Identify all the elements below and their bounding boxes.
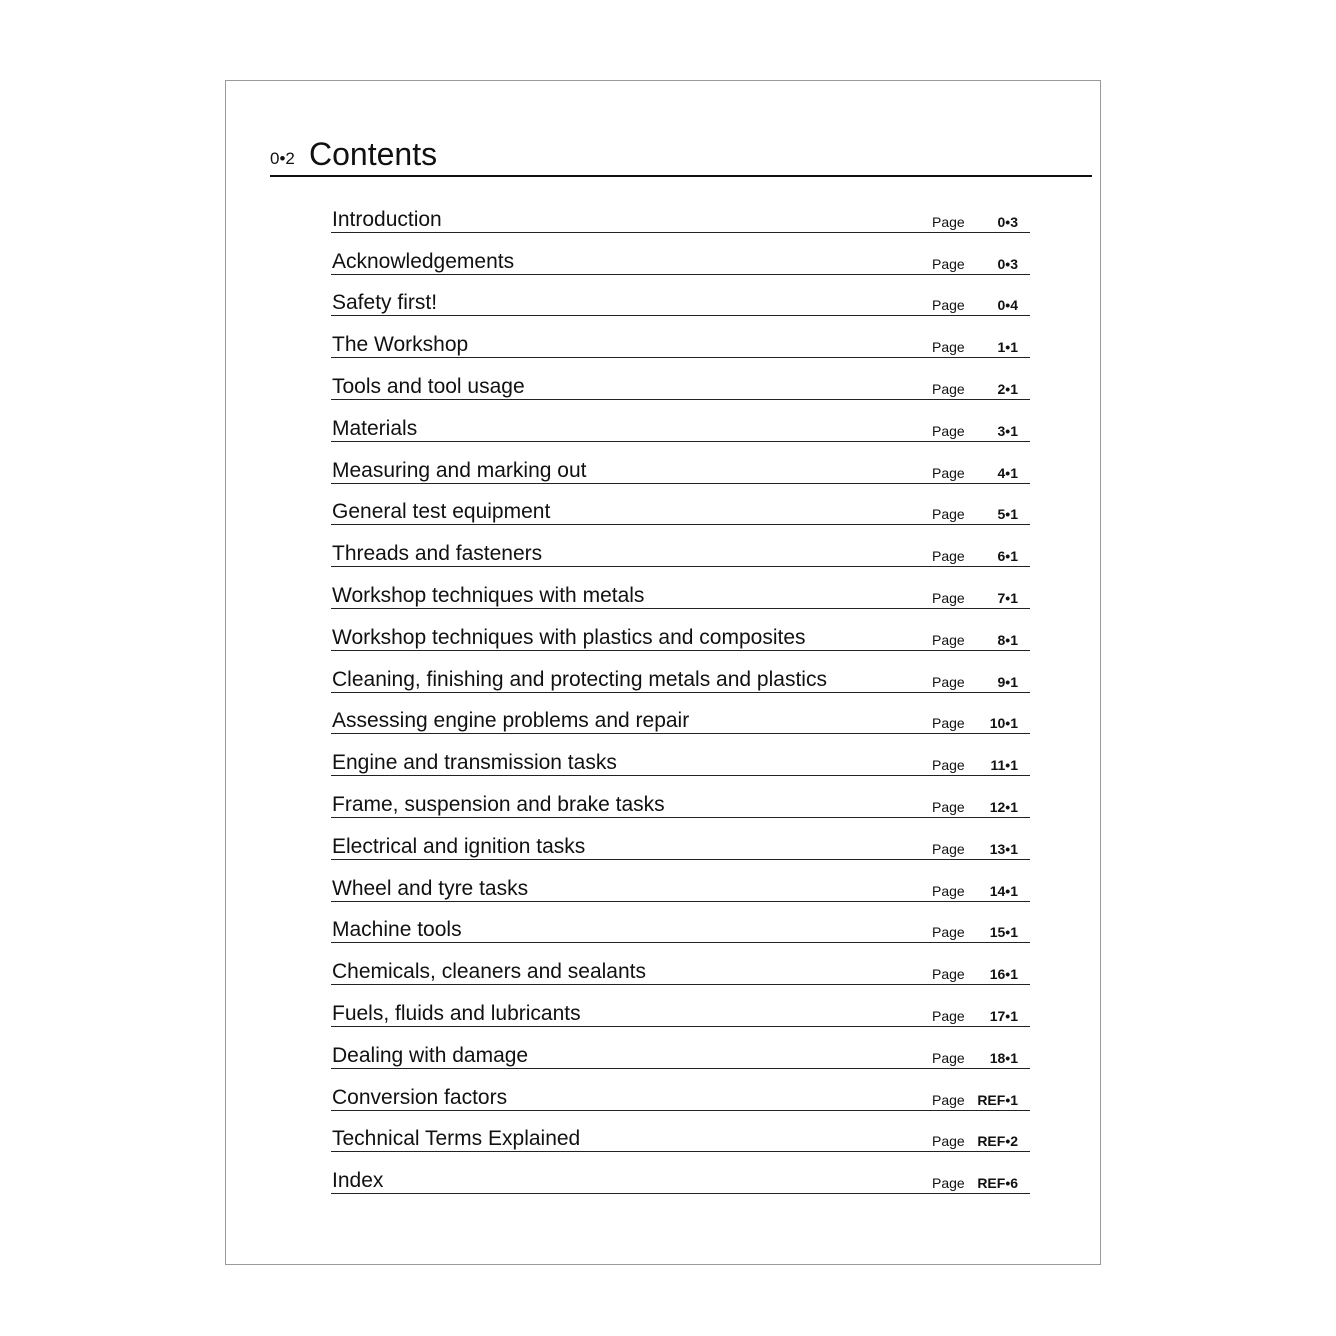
toc-entry-title: Cleaning, finishing and protecting metals and plastics xyxy=(332,667,827,691)
toc-page-label: Page xyxy=(932,589,965,606)
table-of-contents xyxy=(331,191,1030,1194)
toc-page-label: Page xyxy=(932,548,965,565)
toc-entry-title: Fuels, fluids and lubricants xyxy=(332,1001,581,1025)
toc-page-number: 13•1 xyxy=(989,840,1018,857)
toc-page-number: 15•1 xyxy=(989,924,1018,941)
toc-entry-title: Materials xyxy=(332,416,418,440)
toc-entry-fuels-fluids-lubricants[interactable] xyxy=(331,985,1030,1027)
toc-page-label: Page xyxy=(932,213,965,230)
toc-page-number: 12•1 xyxy=(989,798,1018,815)
toc-entry-general-test-equipment[interactable] xyxy=(331,484,1030,526)
toc-page-number: REF•1 xyxy=(977,1091,1018,1108)
toc-page-number: 9•1 xyxy=(997,673,1018,690)
toc-entry-workshop-techniques-metals[interactable] xyxy=(331,567,1030,609)
toc-page-label: Page xyxy=(932,715,965,732)
toc-entry-title: Index xyxy=(332,1169,384,1193)
toc-page-number: 10•1 xyxy=(989,715,1018,732)
page-header xyxy=(270,131,1092,177)
toc-page-number: REF•6 xyxy=(977,1175,1018,1192)
toc-page-label: Page xyxy=(932,1091,965,1108)
toc-page-label: Page xyxy=(932,757,965,774)
toc-page-number: 8•1 xyxy=(997,631,1018,648)
toc-entry-electrical-and-ignition[interactable] xyxy=(331,818,1030,860)
toc-entry-title: Wheel and tyre tasks xyxy=(332,876,529,900)
toc-page-number: 7•1 xyxy=(997,589,1018,606)
toc-page-number: 2•1 xyxy=(997,380,1018,397)
toc-entry-title: Conversion factors xyxy=(332,1085,508,1109)
toc-page-label: Page xyxy=(932,297,965,314)
toc-entry-title: Acknowledgements xyxy=(332,249,515,273)
toc-entry-engine-and-transmission[interactable] xyxy=(331,734,1030,776)
toc-entry-wheel-and-tyre[interactable] xyxy=(331,860,1030,902)
toc-entry-workshop-techniques-plastics[interactable] xyxy=(331,609,1030,651)
toc-entry-title: Introduction xyxy=(332,207,442,231)
toc-page-label: Page xyxy=(932,506,965,523)
toc-entry-threads-and-fasteners[interactable] xyxy=(331,525,1030,567)
toc-page-label: Page xyxy=(932,380,965,397)
toc-page-label: Page xyxy=(932,631,965,648)
toc-entry-title: Workshop techniques with metals xyxy=(332,583,645,607)
toc-page-number: 0•4 xyxy=(997,297,1018,314)
toc-entry-measuring-and-marking-out[interactable] xyxy=(331,442,1030,484)
page-number: 0•2 xyxy=(270,149,295,168)
toc-page-number: 3•1 xyxy=(997,422,1018,439)
toc-page-number: 0•3 xyxy=(997,213,1018,230)
toc-entry-index[interactable] xyxy=(331,1152,1030,1194)
toc-page-number: 14•1 xyxy=(989,882,1018,899)
toc-page-number: 18•1 xyxy=(989,1049,1018,1066)
toc-entry-technical-terms[interactable] xyxy=(331,1111,1030,1153)
toc-entry-title: Safety first! xyxy=(332,291,438,315)
toc-entry-title: Electrical and ignition tasks xyxy=(332,834,586,858)
toc-page-label: Page xyxy=(932,1133,965,1150)
toc-entry-title: Chemicals, cleaners and sealants xyxy=(332,960,646,984)
toc-entry-safety-first[interactable] xyxy=(331,275,1030,317)
toc-page-label: Page xyxy=(932,1175,965,1192)
toc-page-label: Page xyxy=(932,422,965,439)
toc-page-number: REF•2 xyxy=(977,1133,1018,1150)
toc-entry-title: Assessing engine problems and repair xyxy=(332,709,690,733)
toc-page-number: 11•1 xyxy=(990,757,1018,774)
toc-entry-dealing-with-damage[interactable] xyxy=(331,1027,1030,1069)
toc-entry-title: Machine tools xyxy=(332,918,462,942)
toc-page-number: 5•1 xyxy=(997,506,1018,523)
toc-page-number: 4•1 xyxy=(997,464,1018,481)
toc-entry-title: Engine and transmission tasks xyxy=(332,751,617,775)
toc-page-number: 17•1 xyxy=(989,1007,1018,1024)
toc-page-label: Page xyxy=(932,840,965,857)
toc-page-label: Page xyxy=(932,798,965,815)
toc-entry-machine-tools[interactable] xyxy=(331,902,1030,944)
toc-page-label: Page xyxy=(932,1007,965,1024)
toc-entry-materials[interactable] xyxy=(331,400,1030,442)
page-title: Contents xyxy=(309,136,438,172)
toc-page-number: 0•3 xyxy=(997,255,1018,272)
toc-entry-title: Technical Terms Explained xyxy=(332,1127,581,1151)
toc-page-label: Page xyxy=(932,1049,965,1066)
toc-page-label: Page xyxy=(932,339,965,356)
toc-page-number: 1•1 xyxy=(997,339,1018,356)
toc-page-label: Page xyxy=(932,673,965,690)
toc-page-number: 6•1 xyxy=(997,548,1018,565)
toc-entry-title: Frame, suspension and brake tasks xyxy=(332,792,665,816)
toc-page-label: Page xyxy=(932,464,965,481)
toc-page-label: Page xyxy=(932,882,965,899)
document-page xyxy=(225,80,1101,1265)
toc-entry-tools-and-tool-usage[interactable] xyxy=(331,358,1030,400)
toc-page-label: Page xyxy=(932,966,965,983)
toc-entry-title: Threads and fasteners xyxy=(332,542,543,566)
toc-page-number: 16•1 xyxy=(989,966,1018,983)
toc-entry-title: Tools and tool usage xyxy=(332,374,525,398)
toc-page-label: Page xyxy=(932,255,965,272)
toc-entry-assessing-engine-problems[interactable] xyxy=(331,693,1030,735)
toc-entry-chemicals-cleaners-sealants[interactable] xyxy=(331,943,1030,985)
toc-entry-introduction[interactable] xyxy=(331,191,1030,233)
toc-entry-frame-suspension-brake[interactable] xyxy=(331,776,1030,818)
toc-entry-title: Dealing with damage xyxy=(332,1043,529,1067)
toc-entry-title: General test equipment xyxy=(332,500,551,524)
toc-entry-title: Workshop techniques with plastics and composites xyxy=(332,625,806,649)
toc-entry-title: The Workshop xyxy=(332,333,469,357)
toc-entry-conversion-factors[interactable] xyxy=(331,1069,1030,1111)
toc-entry-acknowledgements[interactable] xyxy=(331,233,1030,275)
toc-entry-title: Measuring and marking out xyxy=(332,458,587,482)
toc-entry-cleaning-finishing-protecting[interactable] xyxy=(331,651,1030,693)
toc-entry-the-workshop[interactable] xyxy=(331,316,1030,358)
toc-page-label: Page xyxy=(932,924,965,941)
